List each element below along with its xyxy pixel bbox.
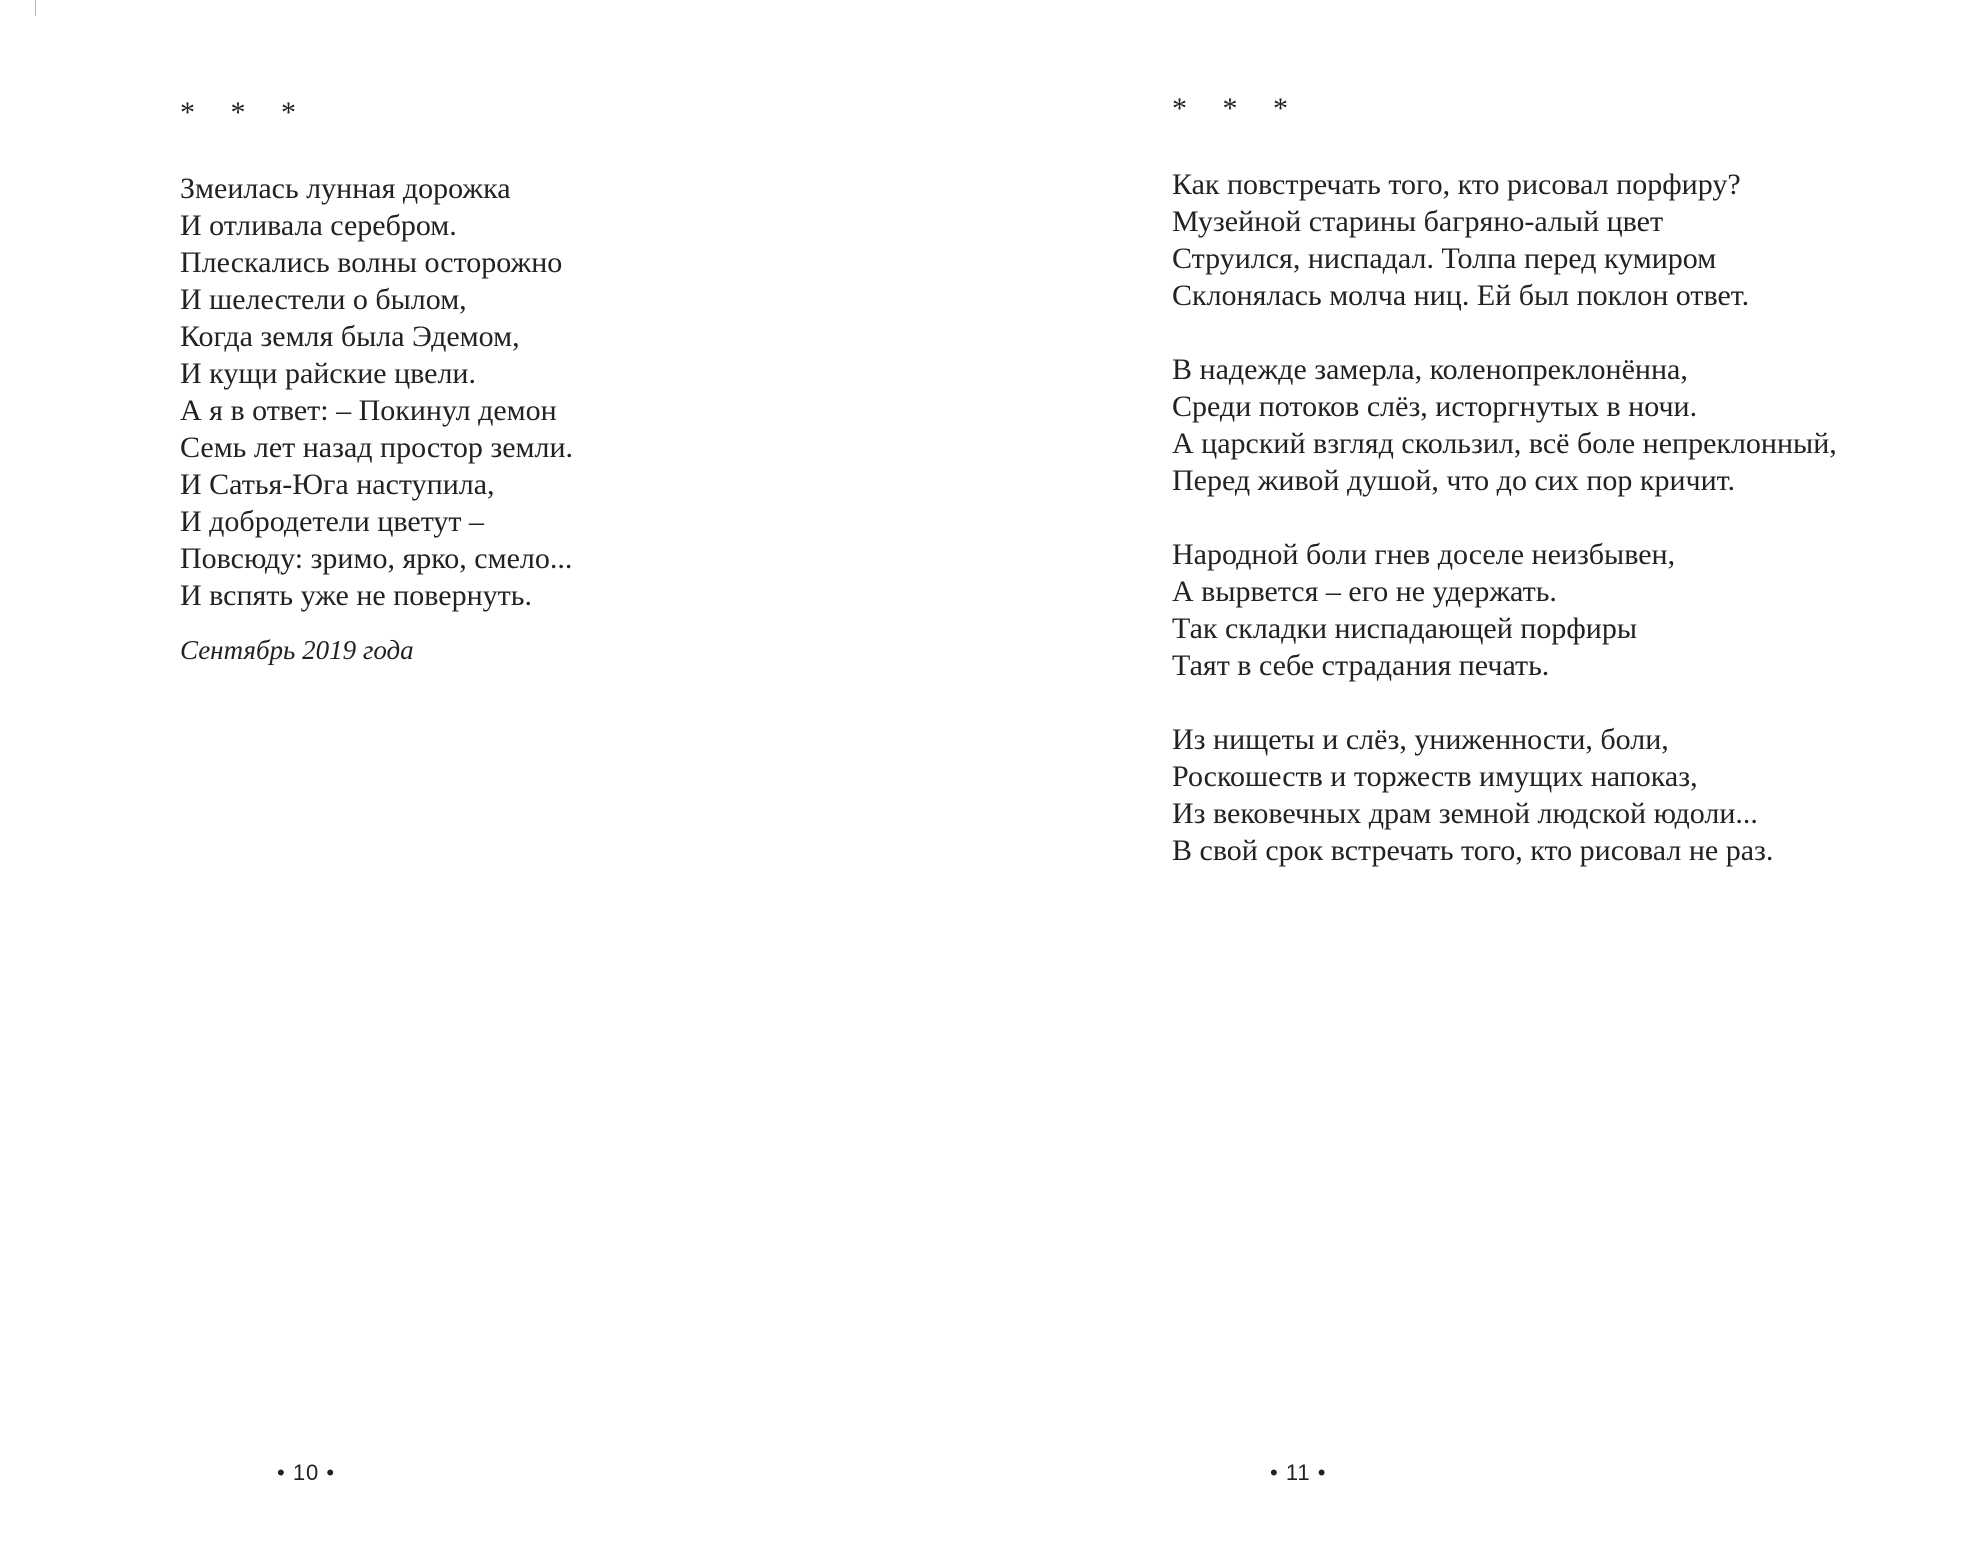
- page-number-right: • 11 •: [1270, 1460, 1327, 1485]
- stanza: [1172, 536, 1837, 684]
- poem-line: Как повстречать того, кто рисовал порфиру?: [1172, 168, 1741, 201]
- poem-line: Из нищеты и слёз, униженности, боли,: [1172, 723, 1669, 756]
- poem-line: И отливала серебром.: [180, 209, 457, 242]
- stanza: [1172, 721, 1837, 869]
- poem-line: Склонялась молча ниц. Ей был поклон ответ.: [1172, 279, 1750, 312]
- poem-line: Так складки ниспадающей порфиры: [1172, 612, 1637, 645]
- poem-line: Среди потоков слёз, исторгнутых в ночи.: [1172, 390, 1698, 423]
- poem-line: А царский взгляд скользил, всё боле непреклонный,: [1172, 427, 1837, 460]
- stanza: [1172, 351, 1837, 499]
- stanza: [1172, 166, 1837, 314]
- right-separator: * * *: [1172, 92, 1302, 125]
- left-poem: [180, 170, 573, 669]
- poem-line: Повсюду: зримо, ярко, смело...: [180, 542, 573, 575]
- poem-line: Роскошеств и торжеств имущих напоказ,: [1172, 760, 1698, 793]
- poem-line: В свой срок встречать того, кто рисовал не раз.: [1172, 834, 1774, 867]
- poem-date: Сентябрь 2019 года: [180, 635, 414, 665]
- poem-line: Народной боли гнев доселе неизбывен,: [1172, 538, 1676, 571]
- poem-line: И Сатья-Юга наступила,: [180, 468, 495, 501]
- poem-line: А я в ответ: – Покинул демон: [180, 394, 557, 427]
- poem-line: Семь лет назад простор земли.: [180, 431, 574, 464]
- poem-line: И вспять уже не повернуть.: [180, 579, 532, 612]
- poem-line: И шелестели о былом,: [180, 283, 467, 316]
- poem-line: И кущи райские цвели.: [180, 357, 476, 390]
- poem-line: Змеилась лунная дорожка: [180, 172, 511, 205]
- poem-line: В надежде замерла, коленопреклонённа,: [1172, 353, 1688, 386]
- right-page: [987, 0, 1974, 1542]
- poem-line: Струился, ниспадал. Толпа перед кумиром: [1172, 242, 1717, 275]
- poem-line: Из вековечных драм земной людской юдоли...: [1172, 797, 1758, 830]
- poem-line: Когда земля была Эдемом,: [180, 320, 520, 353]
- poem-line: Таят в себе страдания печать.: [1172, 649, 1550, 682]
- left-separator: * * *: [180, 96, 310, 129]
- page-number-left: • 10 •: [277, 1460, 336, 1485]
- poem-line: Перед живой душой, что до сих пор кричит.: [1172, 464, 1735, 497]
- poem-line: А вырвется – его не удержать.: [1172, 575, 1557, 608]
- poem-line: И добродетели цветут –: [180, 505, 485, 538]
- right-poem: [1172, 166, 1837, 869]
- poem-line: Музейной старины багряно-алый цвет: [1172, 205, 1664, 238]
- poem-line: Плескались волны осторожно: [180, 246, 563, 279]
